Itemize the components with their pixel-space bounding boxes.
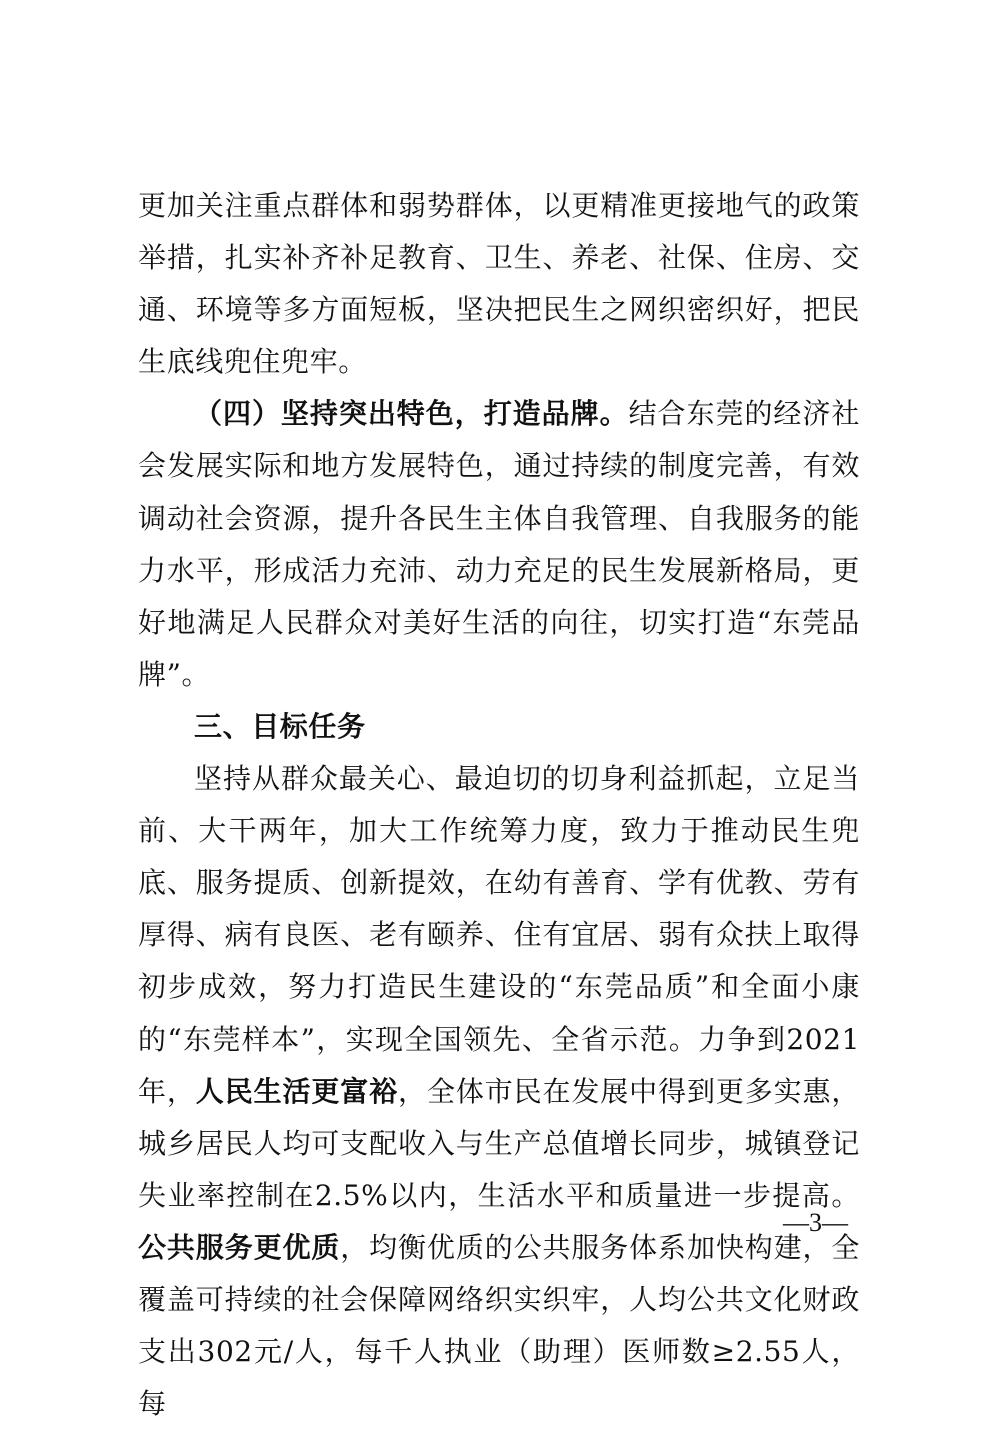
paragraph-text: ，均衡优质的公共服务体系加快构建，全覆盖可持续的社会保障网络织实织牢，人均公共文化财政支出302元/人，每千人执业（助理）医师数≥2.55人，每 (138, 1230, 860, 1421)
paragraph-goals (138, 753, 860, 1430)
paragraph-text: 更加关注重点群体和弱势群体，以更精准更接地气的政策举措，扎实补齐补足教育、卫生、养老、社保、住房、交通、环境等多方面短板，坚决把民生之网织密织好，把民生底线兜住兜牢。 (138, 189, 860, 379)
section-four-heading: （四）坚持突出特色，打造品牌。 (194, 397, 629, 431)
paragraph-text: ，全体市民在发展中得到更多实惠，城乡居民人均可支配收入与生产总值增长同步，城镇登记失业率控制在2.5%以内，生活水平和质量进一步提高。 (138, 1074, 861, 1212)
paragraph-section-four (138, 388, 860, 701)
page-number: —3— (783, 1208, 848, 1237)
paragraph-text: 坚持从群众最关心、最迫切的切身利益抓起，立足当前、大干两年，加大工作统筹力度，致力于推动民生兜底、服务提质、创新提效，在幼有善育、学有优教、劳有厚得、病有良医、老有颐养、住有宜居、弱有众扶上取得初步成效，努力打造民生建设的“东莞品质”和全面小康的“东莞样本”，实现全国领先、全省示范。力争到2021年， (138, 762, 860, 1108)
goal-heading-richer-life: 人民生活更富裕 (195, 1074, 399, 1108)
document-body (138, 180, 860, 1430)
goal-heading-better-services: 公共服务更优质 (138, 1230, 341, 1264)
paragraph-continuation (138, 180, 860, 388)
section-three-heading (138, 701, 860, 753)
paragraph-text: 结合东莞的经济社会发展实际和地方发展特色，通过持续的制度完善，有效调动社会资源，提升各民生主体自我管理、自我服务的能力水平，形成活力充沛、动力充足的民生发展新格局，更好地满足人民群众对美好生活的向往，切实打造“东莞品牌”。 (138, 397, 860, 691)
heading-text: 三、目标任务 (194, 709, 366, 743)
